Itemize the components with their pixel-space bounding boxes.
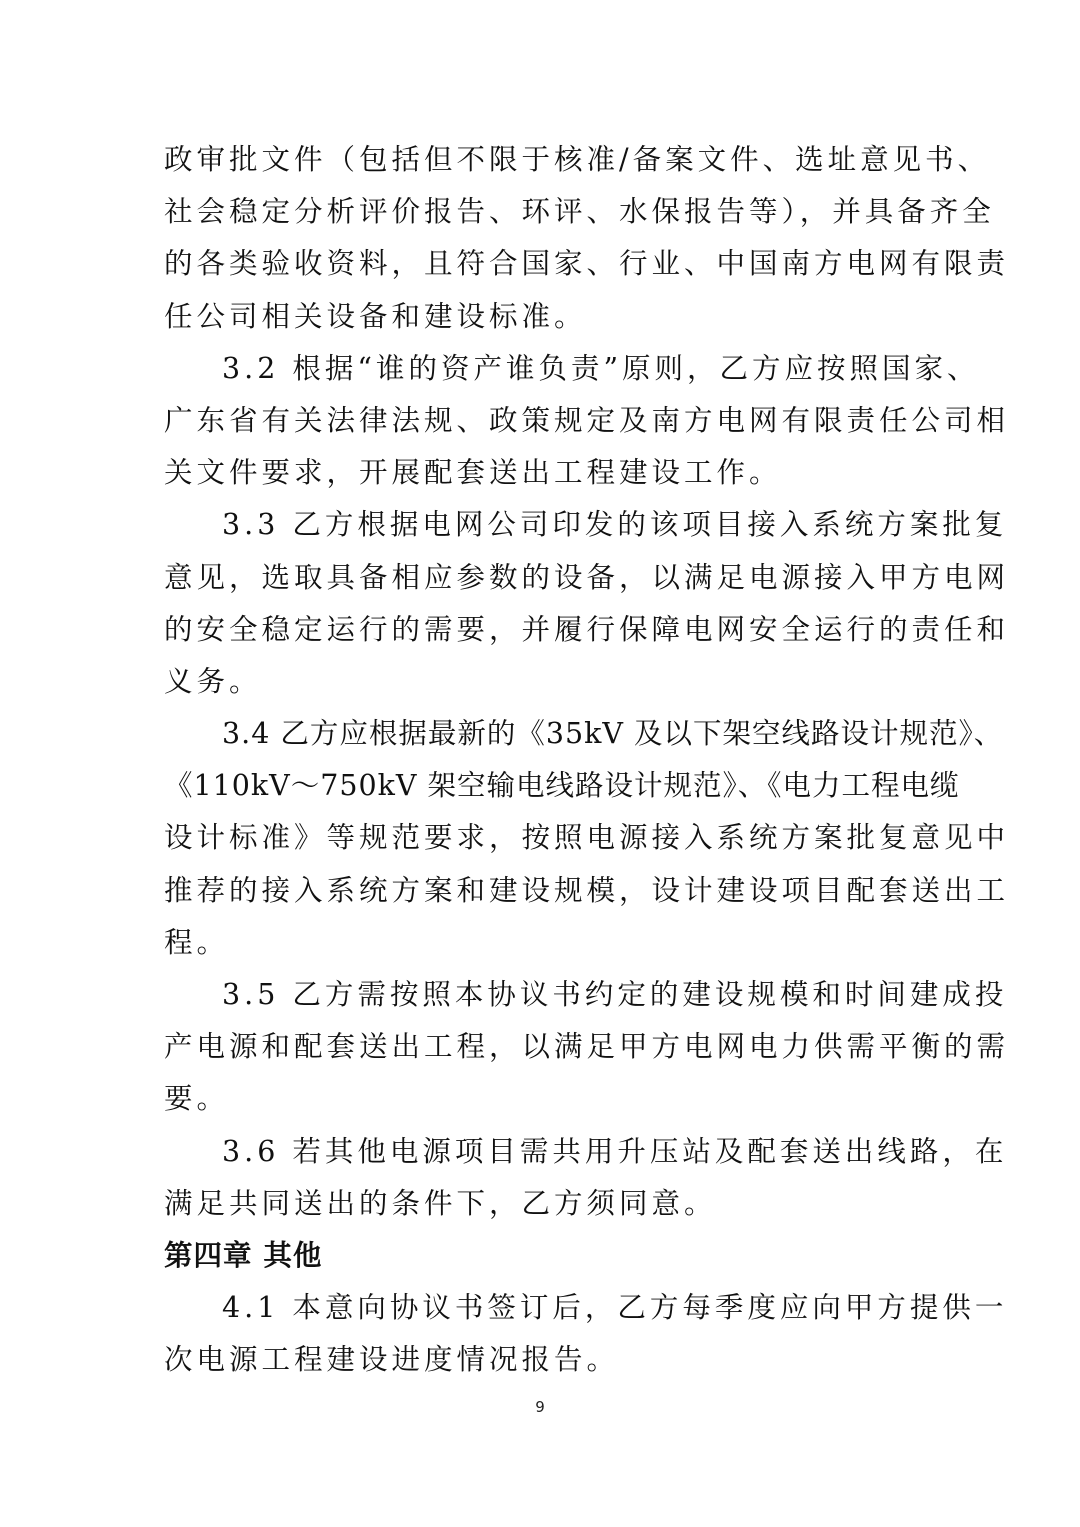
text-line: 《110kV～750kV 架空输电线路设计规范》、《电力工程电缆 [164,769,960,803]
clause-3-5-first-line: 3.5 乙方需按照本协议书约定的建设规模和时间建成投 [222,978,1008,1011]
text-line: 任公司相关设备和建设标准。 [164,299,587,333]
clause-3-3-first-line: 3.3 乙方根据电网公司印发的该项目接入系统方案批复 [222,508,1008,542]
text-line: 产电源和配套送出工程，以满足甲方电网电力供需平衡的需 [164,1030,1010,1064]
text-line: 政审批文件（包括但不限于核准/备案文件、选址意见书、 [164,143,991,176]
text-line: 要。 [164,1082,230,1116]
clause-3-6-first-line: 3.6 若其他电源项目需共用升压站及配套送出线路，在 [222,1134,1008,1168]
text-line: 的安全稳定运行的需要，并履行保障电网安全运行的责任和 [164,612,1010,646]
text-line: 关文件要求，开展配套送出工程建设工作。 [164,456,782,490]
page-number: 9 [535,1398,545,1416]
text-line: 推荐的接入系统方案和建设规模，设计建设项目配套送出工 [164,873,1010,907]
text-line: 的各类验收资料，且符合国家、行业、中国南方电网有限责 [164,247,1010,281]
text-line: 满足共同送出的条件下，乙方须同意。 [164,1186,717,1220]
text-line: 次电源工程建设进度情况报告。 [164,1343,620,1377]
document-body [164,134,1010,1387]
text-line: 设计标准》等规范要求，按照电源接入系统方案批复意见中 [164,821,1010,855]
clause-4-1-first-line: 4.1 本意向协议书签订后，乙方每季度应向甲方提供一 [222,1291,1008,1325]
clause-3-2-first-line: 3.2 根据“谁的资产谁负责”原则，乙方应按照国家、 [222,351,980,385]
text-line: 社会稳定分析评价报告、环评、水保报告等），并具备齐全 [164,195,995,229]
text-line: 广东省有关法律法规、政策规定及南方电网有限责任公司相 [164,403,1010,437]
text-line: 义务。 [164,664,262,698]
text-line: 意见，选取具备相应参数的设备，以满足电源接入甲方电网 [164,560,1010,594]
text-line: 程。 [164,925,230,959]
clause-3-4-first-line: 3.4 乙方应根据最新的《35kV 及以下架空线路设计规范》、 [222,717,1004,751]
chapter-4-heading: 第四章 其他 [164,1238,323,1272]
